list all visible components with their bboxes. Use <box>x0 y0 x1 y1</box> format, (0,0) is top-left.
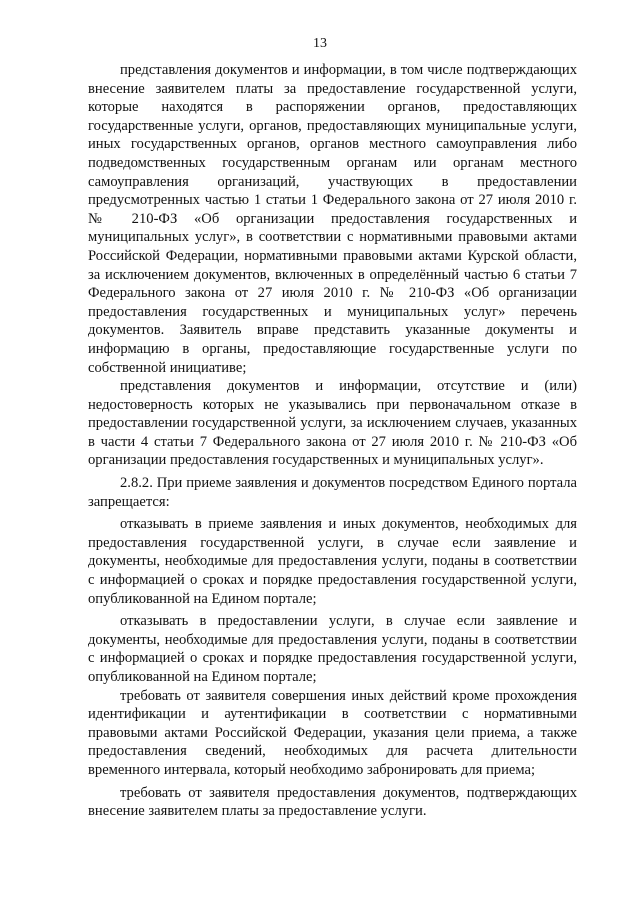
paragraph: отказывать в приеме заявления и иных документов, необходимых для предоставления государственной услуги, в случае если заявление и документы, необходимые для предоставления услуги, поданы в соответствии с информацией о сроках и порядке предоставления государственной услуги, опубликованной на Едином портале; <box>88 516 577 607</box>
paragraph-first: представления документов и информации, в том числе подтверждающих внесение заявителем платы за предоставление государственной услуги, которые находятся в распоряжении органов, предоставляющих государственные услуги, органов, предоставляющих муниципальные услуги, иных государственных органов, органов местного самоуправления либо подведомственных государственным органам или органам местного самоуправления организаций, участвующих в предоставлении предусмотренных частью 1 статьи 1 Федерального закона от 27 июля 2010 г. № 210-ФЗ «Об организации предоставления государственных и муниципальных услуг», в соответствии с нормативными правовыми актами Российской Федерации, нормативными правовыми актами Курской области, за исключением документов, включенных в определённый частью 6 статьи 7 Федерального закона от 27 июля 2010 г. № 210-ФЗ «Об организации предоставления государственных и муниципальных услуг» перечень документов. Заявитель вправе представить указанные документы и информацию в органы, предоставляющие государственные услуги по собственной инициативе; <box>88 62 577 376</box>
paragraph: отказывать в предоставлении услуги, в случае если заявление и документы, необходимые для предоставления услуги, поданы в соответствии с информацией о сроках и порядке предоставления государственной услуги, опубликованной на Едином портале; <box>88 613 577 685</box>
page-number: 13 <box>313 36 327 51</box>
paragraph: требовать от заявителя совершения иных действий кроме прохождения идентификации и аутентификации в соответствии с нормативными правовыми актами Российской Федерации, указания цели приема, а также предоставления сведений, необходимых для расчета длительности временного интервала, который необходимо забронировать для приема; <box>88 687 577 778</box>
document-body <box>88 61 577 821</box>
paragraph: требовать от заявителя предоставления документов, подтверждающих внесение заявителем платы за предоставление услуги. <box>88 784 577 820</box>
section-heading-2-8-2: 2.8.2. При приеме заявления и документов посредством Единого портала запрещается: <box>88 475 577 510</box>
paragraph: представления документов и информации, отсутствие и (или) недостоверность которых не указывались при первоначальном отказе в предоставлении государственной услуги, за исключением случаев, указанных в части 4 статьи 7 Федерального закона от 27 июля 2010 г. № 210-ФЗ «Об организации предоставления государственных и муниципальных услуг». <box>88 378 577 469</box>
